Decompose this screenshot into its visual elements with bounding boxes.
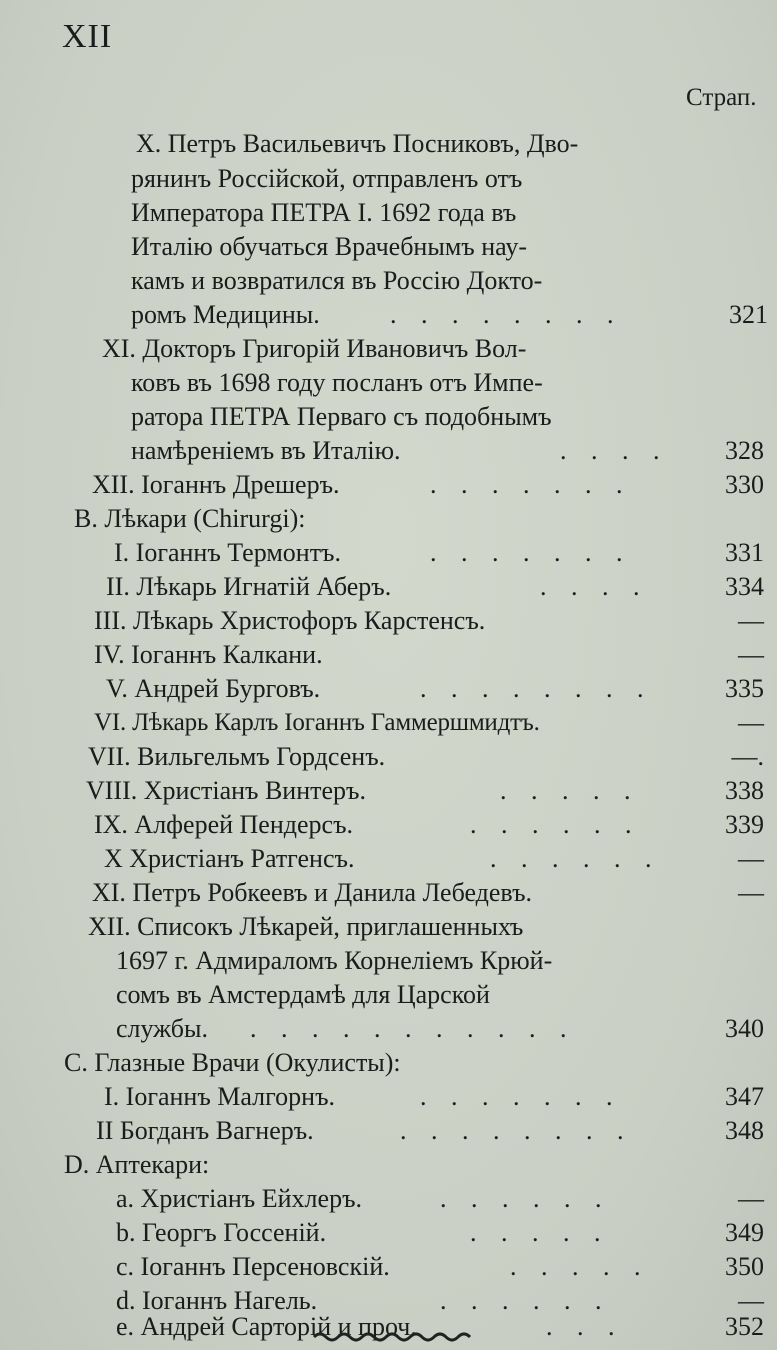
- page-ref: 347: [725, 1082, 764, 1111]
- toc-text: IX. Алферей Пендерсъ.: [94, 810, 354, 839]
- toc-text: VIII. Христіанъ Винтеръ.: [86, 776, 366, 805]
- toc-text: ковъ въ 1698 году посланъ отъ Импе-: [131, 368, 543, 397]
- page-ref: —: [738, 878, 764, 907]
- page-ref: 350: [725, 1252, 764, 1281]
- leader-dots: . . . . . . . . . . .: [250, 1014, 576, 1043]
- toc-text: сомъ въ Амстердамѣ для Царской: [116, 980, 490, 1009]
- toc-text: 1697 г. Адмираломъ Корнеліемъ Крюй-: [116, 946, 553, 975]
- toc-text: V. Андрей Бурговъ.: [106, 674, 321, 703]
- leader-dots: . . . . . .: [440, 1184, 611, 1213]
- leader-dots: . . . .: [560, 436, 669, 465]
- toc-text: ромъ Медицины.: [131, 300, 320, 329]
- page-ref: 328: [725, 436, 764, 465]
- page-ref: —: [738, 708, 764, 737]
- page-ref: 339: [725, 810, 764, 839]
- page-ref: —.: [731, 742, 764, 771]
- toc-text: XII. Іоганнъ Дрешеръ.: [92, 470, 340, 499]
- page-ref: 348: [725, 1116, 764, 1145]
- leader-dots: . . . .: [540, 572, 649, 601]
- toc-text: VI. Лѣкарь Карлъ Іоганнъ Гаммершмидтъ.: [94, 709, 540, 736]
- leader-dots: . . . . . .: [490, 844, 661, 873]
- toc-text: I. Іоганнъ Термонтъ.: [114, 538, 342, 567]
- leader-dots: . . . . .: [470, 1218, 610, 1247]
- section-heading: B. Лѣкари (Chirurgi):: [74, 504, 306, 533]
- toc-text: X Христіанъ Ратгенсъ.: [104, 844, 355, 873]
- section-heading: C. Глазные Врачи (Окулисты):: [64, 1048, 401, 1077]
- toc-text: b. Георгъ Госсеній.: [116, 1218, 327, 1247]
- page-ref: 340: [725, 1014, 764, 1043]
- toc-text: III. Лѣкарь Христофоръ Карстенсъ.: [94, 606, 486, 635]
- toc-text: e. Андрей Сарторій и проч.: [116, 1312, 417, 1341]
- toc-text: ратора ПЕТРА Перваго съ подобнымъ: [131, 402, 552, 431]
- leader-dots: . . . . . . .: [430, 470, 632, 499]
- leader-dots: . . .: [546, 1312, 624, 1341]
- page-ref: 338: [725, 776, 764, 805]
- toc-text: намѣреніемъ въ Италію.: [131, 436, 401, 465]
- page-ref: —: [738, 1286, 764, 1315]
- leader-dots: . . . . . . . .: [390, 300, 623, 329]
- toc-text: службы.: [116, 1014, 208, 1043]
- page-ref: —: [738, 1184, 764, 1213]
- toc-text: II Богданъ Вагнеръ.: [96, 1116, 314, 1145]
- leader-dots: . . . . .: [510, 1252, 650, 1281]
- leader-dots: . . . . . . . .: [420, 674, 653, 703]
- toc-text: рянинъ Россійской, отправленъ отъ: [131, 164, 523, 193]
- leader-dots: . . . . . . . .: [400, 1116, 633, 1145]
- leader-dots: . . . . . .: [440, 1286, 611, 1315]
- toc-text: II. Лѣкарь Игнатій Аберъ.: [106, 572, 392, 601]
- section-heading: D. Аптекари:: [64, 1150, 210, 1179]
- leader-dots: . . . . . . .: [430, 538, 632, 567]
- page-ref: 334: [725, 572, 764, 601]
- page-ref: 331: [725, 538, 764, 567]
- toc-text: a. Христіанъ Ейхлеръ.: [116, 1184, 363, 1213]
- toc-text: XII. Списокъ Лѣкарей, приглашенныхъ: [88, 912, 524, 941]
- page-ref: 335: [725, 674, 764, 703]
- page-number: XII: [62, 18, 113, 55]
- toc-text: камъ и возвратился въ Россію Докто-: [131, 266, 543, 295]
- page-ref: 321: [729, 300, 768, 329]
- toc-text: c. Іоганнъ Персеновскій.: [116, 1252, 390, 1281]
- page-ref: —: [738, 606, 764, 635]
- toc-text: XI. Петръ Робкеевъ и Данила Лебедевъ.: [92, 878, 533, 907]
- page-ref: 330: [725, 470, 764, 499]
- page-ref: —: [738, 640, 764, 669]
- leader-dots: . . . . .: [500, 776, 640, 805]
- toc-text: Италію обучаться Врачебнымъ нау-: [131, 232, 528, 261]
- leader-dots: . . . . . . .: [420, 1082, 622, 1111]
- toc-text: I. Іоганнъ Малгорнъ.: [104, 1082, 336, 1111]
- wave-ornament-icon: [312, 1330, 472, 1344]
- column-label: Страп.: [686, 84, 757, 111]
- toc-text: d. Іоганнъ Нагель.: [116, 1286, 318, 1315]
- toc-text: IV. Іоганнъ Калкани.: [94, 640, 323, 669]
- page-ref: 352: [725, 1312, 764, 1341]
- toc-text: VII. Вильгельмъ Гордсенъ.: [88, 742, 386, 771]
- toc-text: X. Петръ Васильевичъ Посниковъ, Дво-: [136, 129, 579, 158]
- toc-text: Императора ПЕТРА І. 1692 года въ: [131, 198, 517, 227]
- leader-dots: . . . . . .: [470, 810, 641, 839]
- page-ref: 349: [725, 1218, 764, 1247]
- toc-text: XI. Докторъ Григорій Ивановичъ Вол-: [102, 334, 527, 363]
- page-ref: —: [738, 844, 764, 873]
